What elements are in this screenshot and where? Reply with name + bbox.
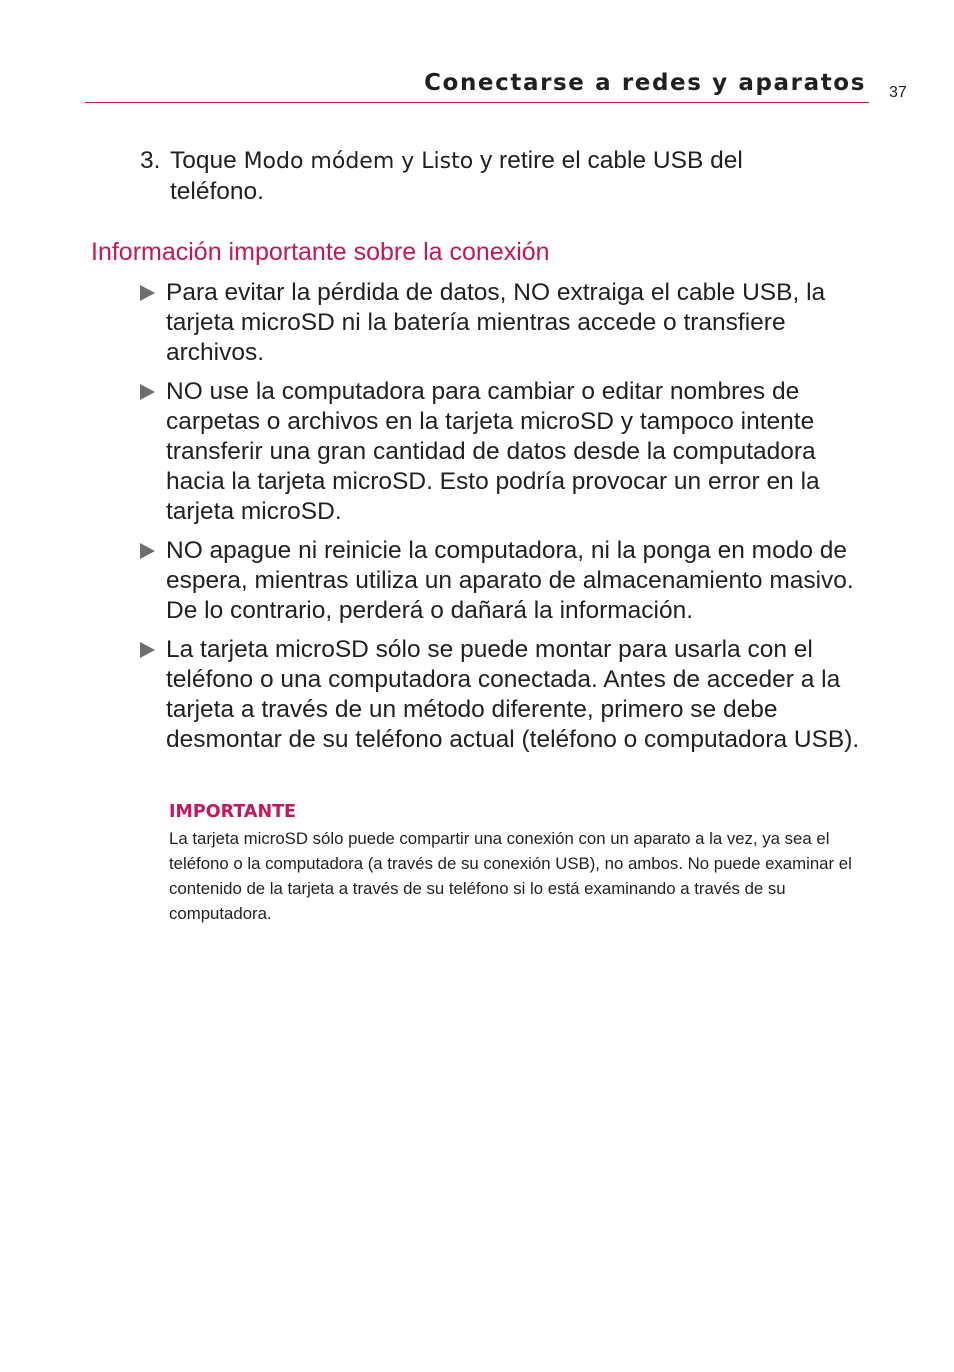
list-item xyxy=(140,536,860,626)
triangle-right-icon xyxy=(140,642,155,658)
triangle-right-icon xyxy=(140,384,155,400)
section-title: Información importante sobre la conexión xyxy=(91,238,550,266)
note-label: IMPORTANTE xyxy=(169,802,296,822)
bullet-list xyxy=(140,278,860,764)
list-item-text: NO apague ni reinicie la computadora, ni la ponga en modo de espera, mientras utiliza un aparato de almacenamiento masivo. De lo contrario, perderá o dañará la información. xyxy=(166,537,854,624)
step-text-before: Toque xyxy=(170,147,244,174)
step-ui-label: Modo módem y Listo xyxy=(243,149,474,174)
triangle-right-icon xyxy=(140,285,155,301)
list-item xyxy=(140,278,860,368)
step-number: 3. xyxy=(140,147,161,174)
note-text: La tarjeta microSD sólo puede compartir una conexión con un aparato a la vez, ya sea el teléfono o la computadora (a través de su conexión USB), no ambos. No puede examinar el contenido de la tarjeta a través de su teléfono si lo está examinando a través de su computadora. xyxy=(169,829,852,923)
important-note xyxy=(169,801,859,926)
list-item xyxy=(140,635,860,755)
list-item-text: NO use la computadora para cambiar o editar nombres de carpetas o archivos en la tarjeta microSD y tampoco intente transferir una gran cantidad de datos desde la computadora hacia la tarjeta microSD. Esto podría provocar un error en la tarjeta microSD. xyxy=(166,378,820,525)
chapter-title: Conectarse a redes y aparatos xyxy=(424,70,866,96)
list-item-text: Para evitar la pérdida de datos, NO extraiga el cable USB, la tarjeta microSD ni la batería mientras accede o transfiere archivos. xyxy=(166,279,826,366)
step-text-after: y retire el cable USB del teléfono. xyxy=(170,147,743,205)
page-number: 37 xyxy=(889,84,907,101)
triangle-right-icon xyxy=(140,543,155,559)
list-item xyxy=(140,377,860,527)
header-divider xyxy=(85,102,869,103)
step-3 xyxy=(140,146,840,207)
list-item-text: La tarjeta microSD sólo se puede montar para usarla con el teléfono o una computadora conectada. Antes de acceder a la tarjeta a través de un método diferente, primero se debe desmontar de su teléfono actual (teléfono o computadora USB). xyxy=(166,636,860,753)
step-text xyxy=(170,146,840,207)
